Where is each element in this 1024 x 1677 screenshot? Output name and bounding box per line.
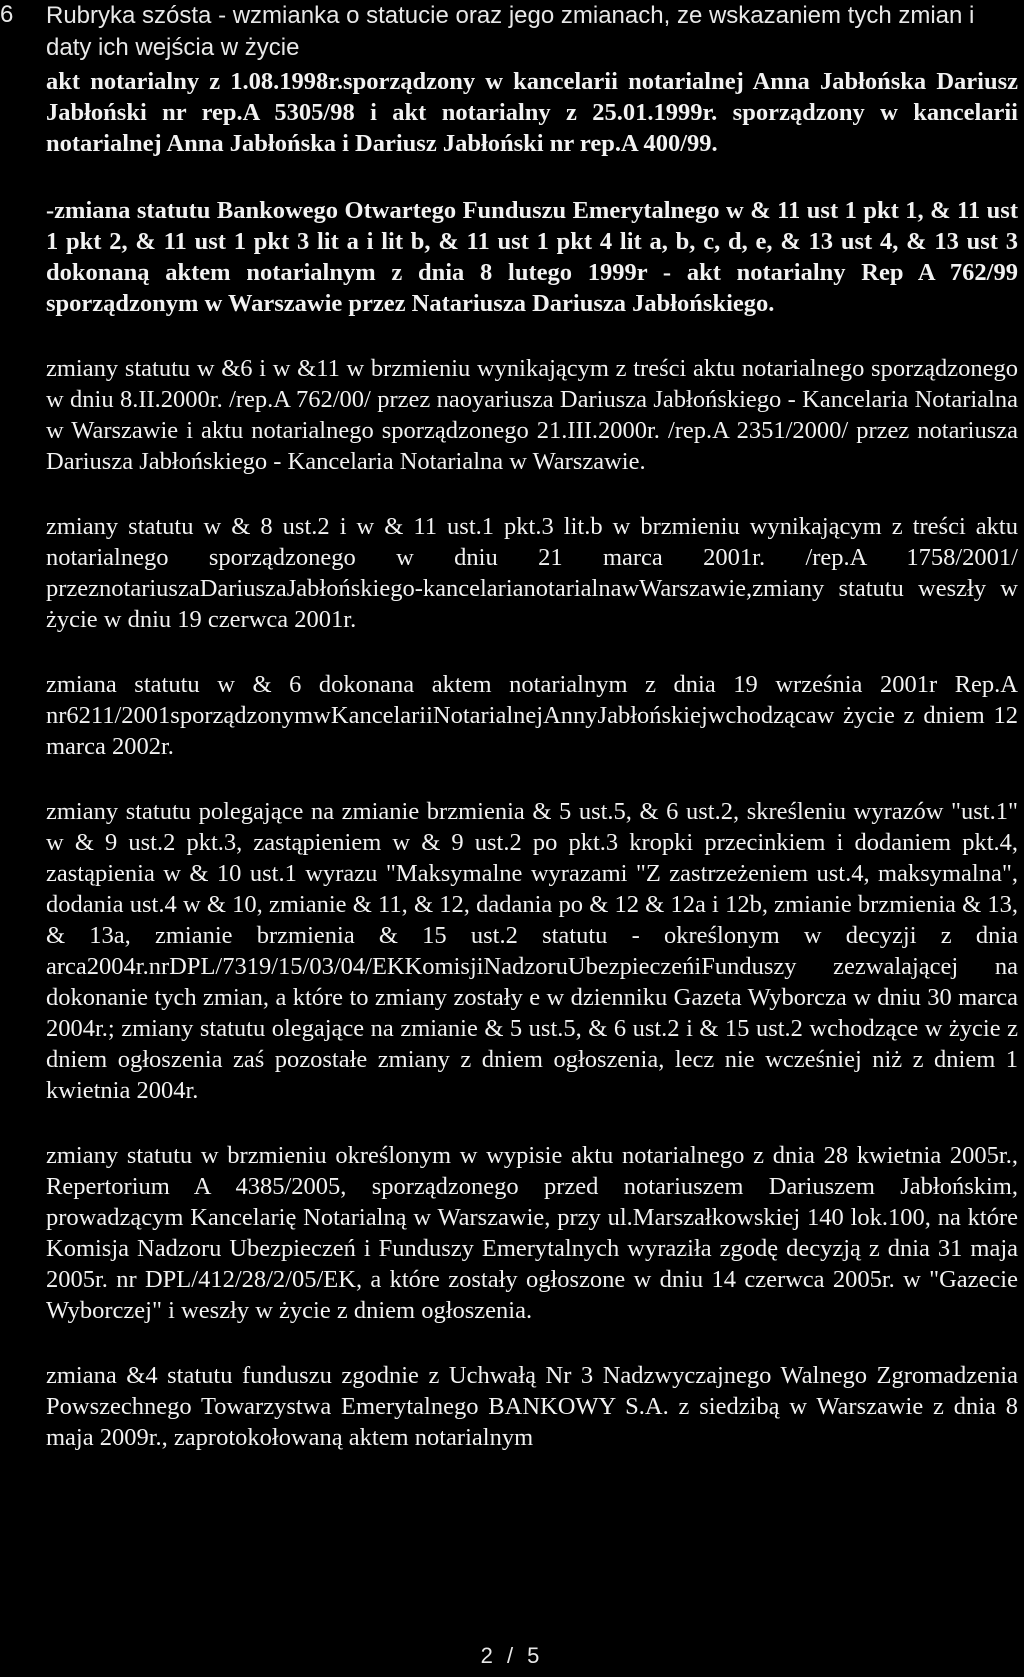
section-heading: Rubryka szósta - wzmianka o statucie oraz jego zmianach, ze wskazaniem tych zmian i daty ich wejścia w życie xyxy=(46,2,975,61)
page-indicator: 2 / 5 xyxy=(480,1643,544,1668)
entry-change-2001-september: zmiana statutu w & 6 dokonana aktem notarialnym z dnia 19 września 2001r Rep.A nr6211/2001sporządzonymwKancelariiNotarialnejAnnyJabłońskiejwchodzącaw życie z dniem 12 marca 2002r. xyxy=(46,671,1018,760)
entry-notarial-deeds-1998-1999: akt notarialny z 1.08.1998r.sporządzony w kancelarii notarialnej Anna Jabłońska Dariusz Jabłoński nr rep.A 5305/98 i akt notarialny z 25.01.1999r. sporządzony w kancelarii notarialnej Anna Jabłońska i Dariusz Jabłoński nr rep.A 400/99. xyxy=(46,68,1018,157)
entry-change-2004: zmiany statutu polegające na zmianie brzmienia & 5 ust.5, & 6 ust.2, skreśleniu wyrazów "ust.1" w & 9 ust.2 pkt.3, zastąpieniem w & 9 ust.2 po pkt.3 kropki przecinkiem i dodaniem pkt.4, zastąpienia w & 10 ust.1 wyrazu "Maksymalne wyrazami "Z zastrzeżeniem ust.4, maksymalna", dodania ust.4 w & 10, zmianie & 11, & 12, dadania po & 12 & 12a i 12b, zmianie brzmienia & 13, & 13a, zmianie brzmienia & 15 ust.2 statutu - określonym w decyzji z dnia arca2004r.nrDPL/7319/15/03/04/EKKomisjiNadzoruUbezpieczeńiFunduszy zezwalającej na dokonanie tych zmian, a które to zmiany zostały e w dzienniku Gazeta Wyborcza w dniu 30 marca 2004r.; zmiany statutu olegające na zmianie & 5 ust.5, & 6 ust.2 i & 15 ust.2 wchodzące w życie z dniem ogłoszenia zaś pozostałe zmiany z dniem ogłoszenia, lecz nie wcześniej niż z dniem 1 kwietnia 2004r. xyxy=(46,798,1018,1104)
entry-change-2009: zmiana &4 statutu funduszu zgodnie z Uchwałą Nr 3 Nadzwyczajnego Walnego Zgromadzenia Powszechnego Towarzystwa Emerytalnego BANKOWY S.A. z siedzibą w Warszawie z dnia 8 maja 2009r., zaprotokołowaną aktem notarialnym xyxy=(46,1362,1018,1451)
entry-change-2000: zmiany statutu w &6 i w &11 w brzmieniu wynikającym z treści aktu notarialnego sporządzonego w dniu 8.II.2000r. /rep.A 762/00/ przez naoyariusza Dariusza Jabłońskiego - Kancelaria Notarialna w Warszawie i aktu notarialnego sporządzonego 21.III.2000r. /rep.A 2351/2000/ przez notariusza Dariusza Jabłońskiego - Kancelaria Notarialna w Warszawie. xyxy=(46,355,1018,475)
statute-changes-list xyxy=(46,66,1018,1453)
entry-change-1999: -zmiana statutu Bankowego Otwartego Funduszu Emerytalnego w & 11 ust 1 pkt 1, & 11 ust 1 pkt 2, & 11 ust 1 pkt 3 lit a i lit b, & 11 ust 1 pkt 4 lit a, b, c, d, e, & 13 ust 4, & 13 ust 3 dokonaną aktem notarialnym z dnia 8 lutego 1999r - akt notarialny Rep A 762/99 sporządzonym w Warszawie przez Natariusza Dariusza Jabłońskiego. xyxy=(46,197,1018,317)
section-number: 6 xyxy=(0,1,14,28)
entry-change-2005: zmiany statutu w brzmieniu określonym w wypisie aktu notarialnego z dnia 28 kwietnia 2005r., Repertorium A 4385/2005, sporządzonego przed notariuszem Dariuszem Jabłońskim, prowadzącym Kancelarię Notarialną w Warszawie, przy ul.Marszałkowskiej 140 lok.100, na które Komisja Nadzoru Ubezpieczeń i Funduszy Emerytalnych wyraziła zgodę decyzją z dnia 31 maja 2005r. nr DPL/412/28/2/05/EK, a które zostały ogłoszone w dniu 14 czerwca 2005r. w "Gazecie Wyborczej" i weszły w życie z dniem ogłoszenia. xyxy=(46,1142,1018,1324)
entry-change-2001-march: zmiany statutu w & 8 ust.2 i w & 11 ust.1 pkt.3 lit.b w brzmieniu wynikającym z treści aktu notarialnego sporządzonego w dniu 21 marca 2001r. /rep.A 1758/2001/ przeznotariuszaDariuszaJabłońskiego-kancelarianotarialnawWarszawie,zmiany statutu weszły w życie w dniu 19 czerwca 2001r. xyxy=(46,513,1018,633)
